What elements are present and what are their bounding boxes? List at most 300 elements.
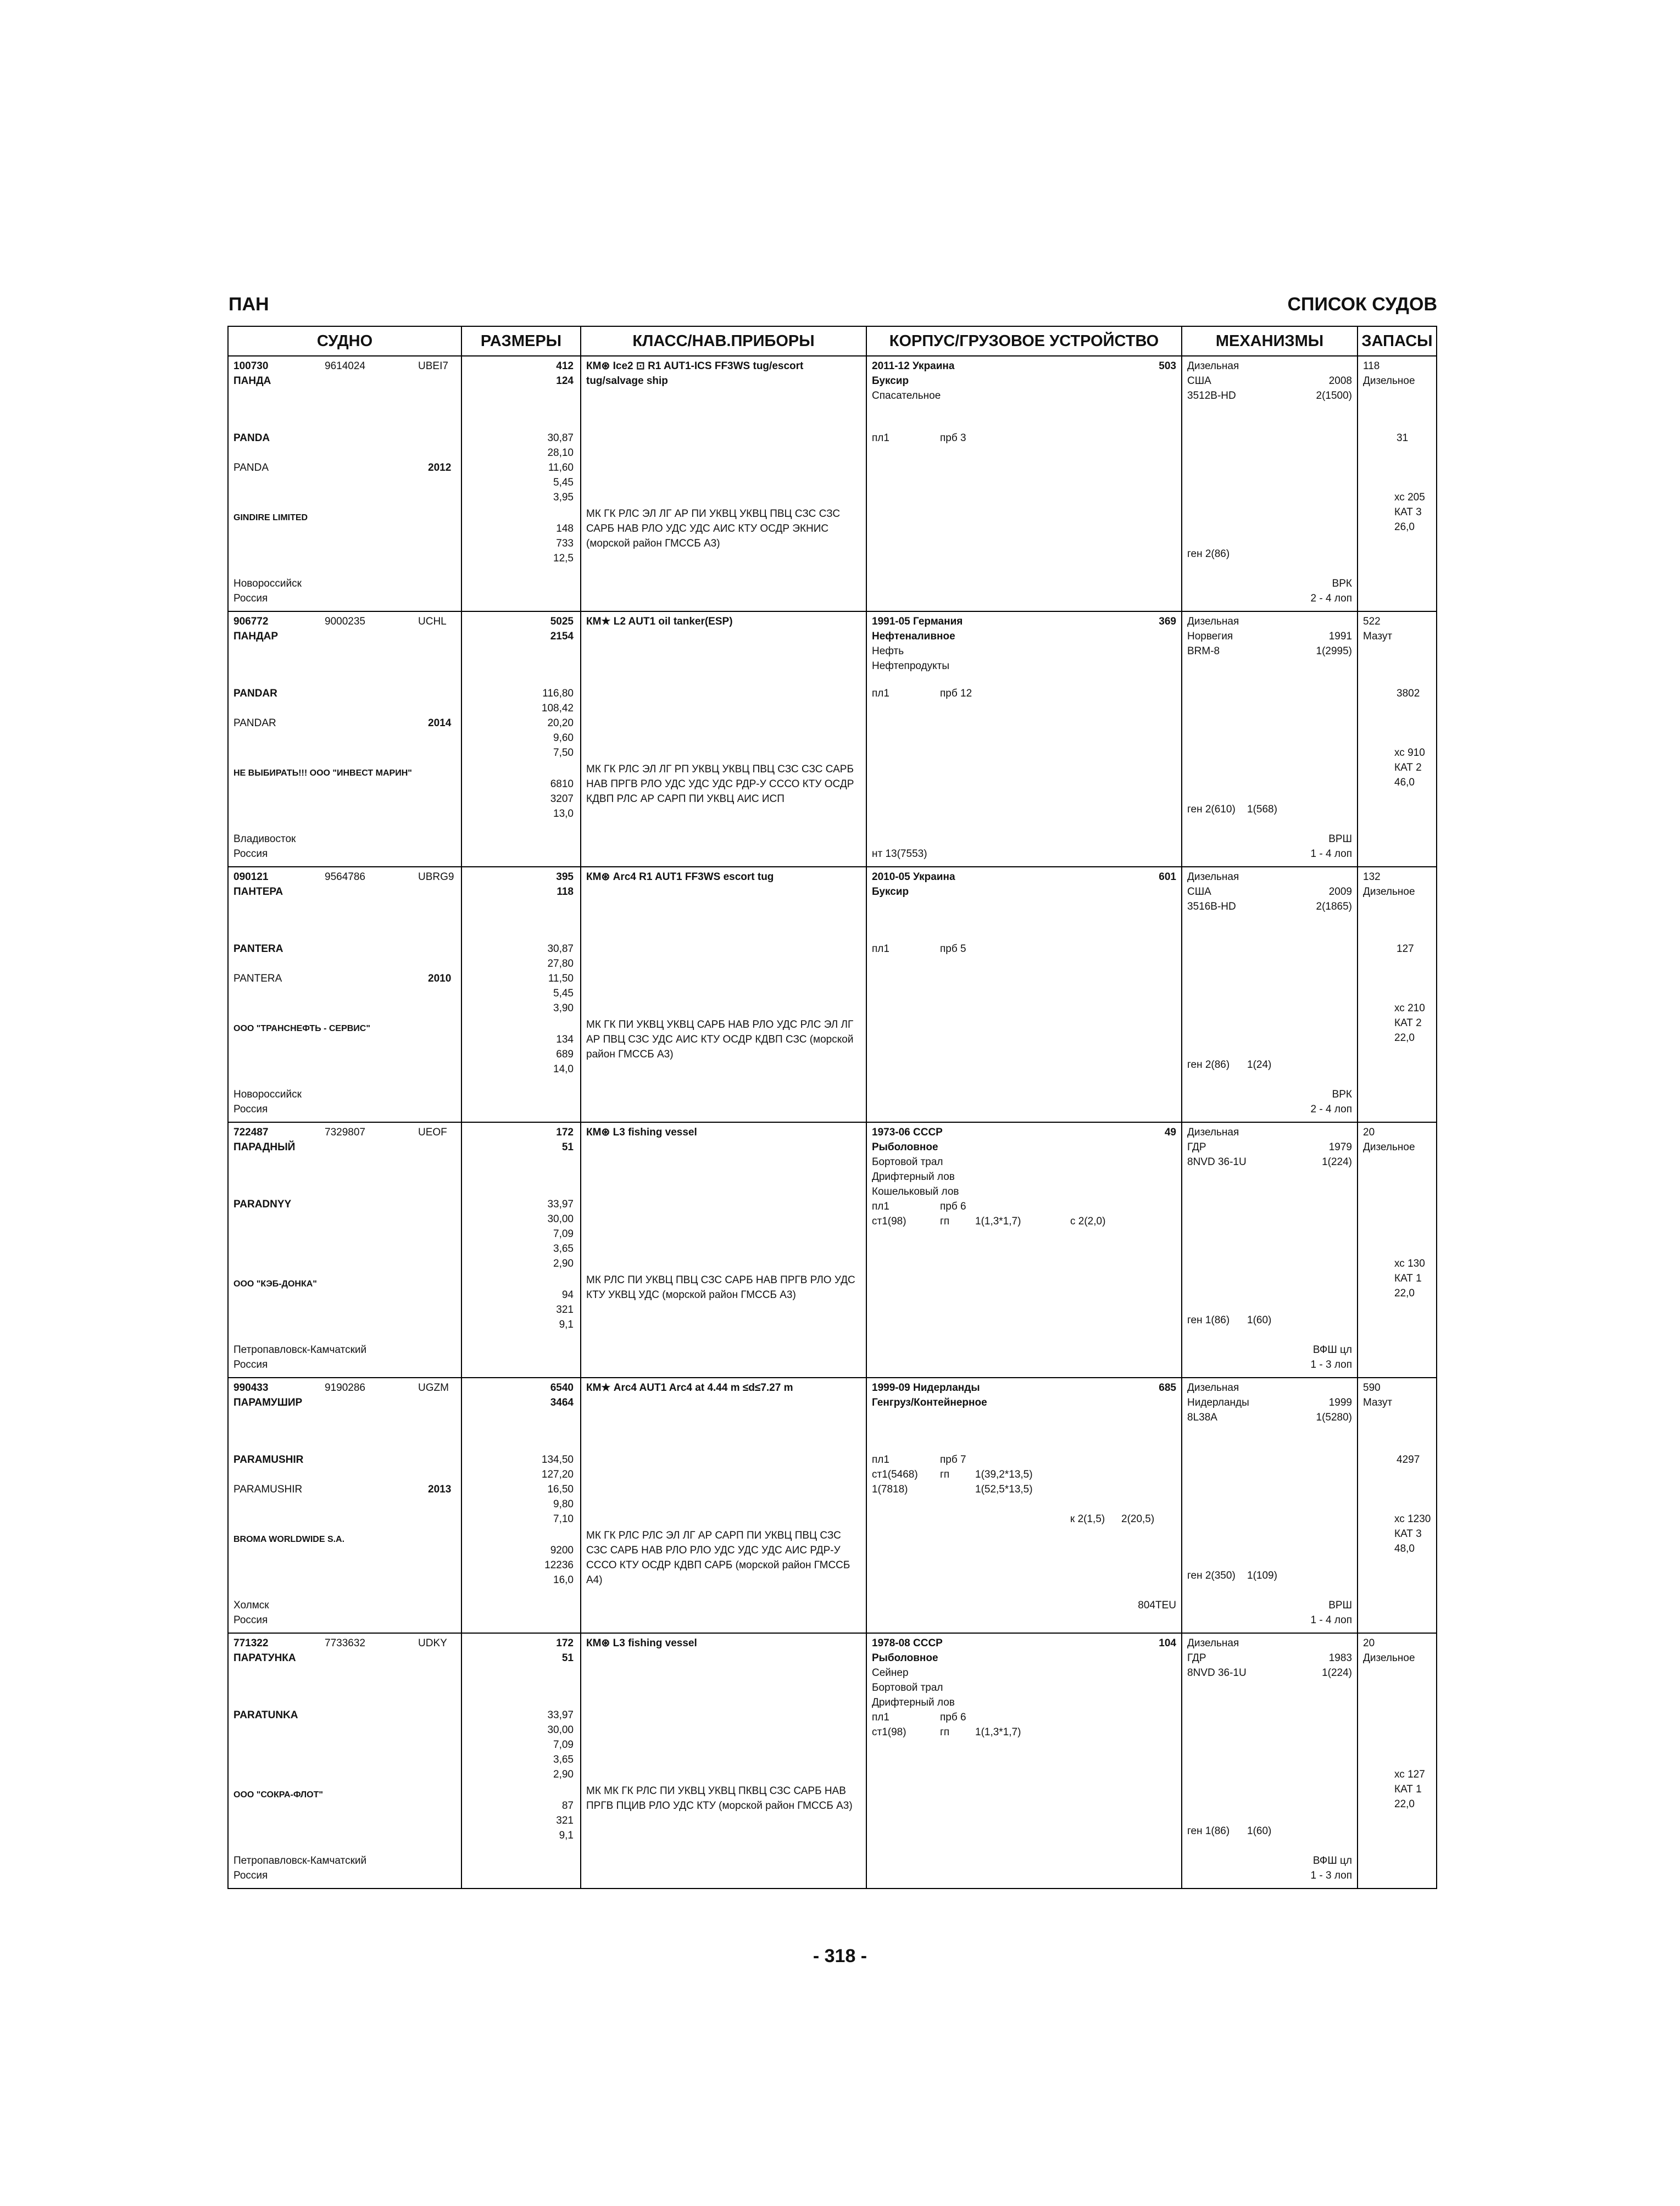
- dims-tonnage: [556, 1125, 574, 1155]
- cargo-gear-b: прб 6: [940, 1201, 966, 1212]
- fuel-capacity: 132: [1363, 871, 1381, 883]
- dims-capacity-value: 321: [556, 1815, 574, 1826]
- navigation-equipment: МК ГК РЛС ЭЛ ЛГ АР ПИ УКВЦ УКВЦ ПВЦ СЗС СЗС САРБ НАВ РЛО УДС УДС АИС КТУ ОСДР ЭКНИС (морской район ГМССБ А3): [586, 508, 841, 549]
- ship-cell: [228, 611, 461, 867]
- class-cell-inner: [581, 356, 866, 611]
- dims-main-value: 2,90: [553, 1258, 574, 1269]
- dims-tonnage-value: 172: [556, 1637, 574, 1649]
- ship-cell: [228, 867, 461, 1122]
- fuel-capacity: 20: [1363, 1637, 1375, 1649]
- class-cell-inner: [581, 1634, 866, 1888]
- vessel-purpose: Кошельковый лов: [872, 1186, 959, 1197]
- machinery-cell: [1182, 867, 1358, 1122]
- ship-cell: [228, 1122, 461, 1378]
- class-cell-inner: [581, 612, 866, 866]
- propeller-blades: 2 - 4 лоп: [1310, 593, 1352, 604]
- call-sign: UCHL: [418, 616, 447, 627]
- dims-main-value: 30,87: [547, 943, 574, 955]
- refrigeration-value: хс 127: [1394, 1769, 1425, 1780]
- engine-model: 3512B-HD: [1187, 390, 1236, 402]
- vessel-purpose: Бортовой трал: [872, 1682, 943, 1694]
- imo-number: 9000235: [325, 616, 365, 627]
- fuel-type: Дизельное: [1363, 1652, 1415, 1664]
- vessel-type: Буксир: [872, 886, 909, 898]
- ship-name-ru: ПАНДА: [233, 375, 271, 387]
- cargo-gear-b: гп: [940, 1469, 950, 1480]
- home-port: Петропавловск-Камчатский: [233, 1855, 367, 1867]
- call-sign: UBEI7: [418, 360, 448, 372]
- hull-cell: [866, 1378, 1182, 1633]
- fuel-type: Дизельное: [1363, 886, 1415, 898]
- column-header-ship: СУДНО: [228, 326, 461, 356]
- cargo-gear-b: гп: [940, 1216, 950, 1227]
- dims-capacity-value: 689: [556, 1049, 574, 1060]
- navigation-equipment: МК ГК РЛС РЛС ЭЛ ЛГ АР САРП ПИ УКВЦ ПВЦ СЗС СЗС САРБ НАВ РЛО РЛО УДС УДС УДС АИС РДР-У СССО КТУ ОСДР КДВП САРБ (морской район ГМССБ А4): [586, 1530, 850, 1586]
- dims-main-value: 127,20: [541, 1469, 574, 1480]
- reg-number: 771322: [233, 1637, 269, 1649]
- dimensions-cell-inner: [462, 1123, 580, 1377]
- ship-cell-inner: [229, 612, 461, 866]
- dims-main-value: 108,42: [541, 703, 574, 714]
- class-notation: КМ⊛ Ice2 ⊡ R1 AUT1-ICS FF3WS tug/escort tug/salvage ship: [586, 360, 804, 387]
- vessel-purpose: Спасательное: [872, 390, 941, 402]
- machinery-cell: [1182, 356, 1358, 611]
- dimensions-cell-inner: [462, 1378, 580, 1633]
- ship-entry: [228, 1122, 1437, 1378]
- supplies-cell-inner: [1358, 1378, 1436, 1633]
- water-capacity: 31: [1397, 432, 1409, 444]
- reg-number: 906772: [233, 616, 269, 627]
- dims-main-value: 30,00: [547, 1213, 574, 1225]
- vessel-purpose: Дрифтерный лов: [872, 1697, 955, 1708]
- ship-name-en: PANTERA: [233, 943, 283, 955]
- supplies-cell-inner: [1358, 1634, 1436, 1888]
- class-notation: КМ⊛ Arc4 R1 AUT1 FF3WS escort tug: [586, 871, 774, 883]
- build-year-country: 1991-05 Германия: [872, 616, 963, 627]
- refrigeration-value: КАТ 2: [1394, 1017, 1422, 1029]
- cargo-gear-b: прб 7: [940, 1454, 966, 1466]
- cargo-cranes: к 2(1,5): [1070, 1513, 1105, 1525]
- generators: ген 2(86): [1187, 1059, 1230, 1071]
- refrigeration-value: хс 1230: [1394, 1513, 1431, 1525]
- hull-cell: [866, 611, 1182, 867]
- propeller: ВРК: [1332, 578, 1352, 589]
- build-year-country: 1973-06 СССР: [872, 1127, 943, 1138]
- dims-tonnage-value: 124: [556, 375, 574, 387]
- gross-tonnage: 49: [1164, 1127, 1176, 1138]
- fuel-capacity: 522: [1363, 616, 1381, 627]
- vessel-type: Генгруз/Контейнерное: [872, 1397, 987, 1408]
- owner-name: ООО "СОКРА-ФЛОТ": [233, 1790, 323, 1800]
- fuel-type: Мазут: [1363, 1397, 1393, 1408]
- engine-country: Норвегия: [1187, 631, 1233, 642]
- class-cell: [581, 1122, 866, 1378]
- refrigeration-info: [1394, 1512, 1431, 1556]
- supplies-cell-inner: [1358, 356, 1436, 611]
- class-cell: [581, 611, 866, 867]
- dims-capacity-value: 12236: [544, 1559, 574, 1571]
- vessel-purpose: Бортовой трал: [872, 1156, 943, 1168]
- ship-name-ru: ПАРАТУНКА: [233, 1652, 296, 1664]
- build-year-country: 1978-08 СССР: [872, 1637, 943, 1649]
- engine-year: 1999: [1328, 1397, 1352, 1408]
- refrigeration-info: [1394, 1001, 1425, 1045]
- supplies-cell: [1358, 611, 1437, 867]
- dims-main-value: 30,00: [547, 1724, 574, 1736]
- refrigeration-info: [1394, 1256, 1425, 1301]
- ship-cell: [228, 1633, 461, 1889]
- rename-year: 2013: [428, 1484, 452, 1495]
- dims-tonnage: [550, 614, 574, 644]
- refrigeration-value: КАТ 2: [1394, 762, 1422, 773]
- fuel-capacity: 118: [1363, 360, 1380, 372]
- build-year-country: 1999-09 Нидерланды: [872, 1382, 980, 1394]
- machinery-cell-inner: [1182, 1634, 1357, 1888]
- machinery-cell-inner: [1182, 1123, 1357, 1377]
- cargo-gear-b: прб 3: [940, 432, 966, 444]
- dimensions-cell-inner: [462, 612, 580, 866]
- ship-register-table: [227, 326, 1437, 1889]
- dims-main: [542, 686, 574, 760]
- column-header-machinery: МЕХАНИЗМЫ: [1182, 326, 1358, 356]
- dims-main-value: 11,50: [548, 973, 574, 984]
- call-sign: UEOF: [418, 1127, 447, 1138]
- hull-cell: [866, 356, 1182, 611]
- ship-name-en: PARATUNKA: [233, 1709, 298, 1721]
- hull-footnote: нт 13(7553): [872, 848, 927, 860]
- dims-tonnage-value: 51: [561, 1141, 574, 1153]
- reg-number: 990433: [233, 1382, 269, 1394]
- dims-main-value: 7,50: [553, 747, 574, 759]
- supplies-cell-inner: [1358, 1123, 1436, 1377]
- cargo-gear-a: пл1: [872, 1201, 889, 1212]
- supplies-cell: [1358, 356, 1437, 611]
- dims-tonnage-value: 2154: [550, 631, 574, 642]
- vessel-type: Буксир: [872, 375, 909, 387]
- propeller-blades: 1 - 4 лоп: [1310, 1614, 1352, 1626]
- dims-main-value: 16,50: [547, 1484, 574, 1495]
- dims-capacity-value: 87: [561, 1800, 574, 1812]
- dims-main-value: 7,09: [553, 1739, 574, 1751]
- ship-name-en: PARAMUSHIR: [233, 1454, 304, 1466]
- water-capacity: 127: [1397, 943, 1414, 955]
- home-port: Петропавловск-Камчатский: [233, 1344, 367, 1356]
- propeller: ВРК: [1332, 1089, 1352, 1100]
- imo-number: 9190286: [325, 1382, 365, 1394]
- refrigeration-value: 48,0: [1394, 1543, 1415, 1555]
- dims-tonnage-value: 395: [556, 871, 574, 883]
- refrigeration-value: 22,0: [1394, 1798, 1415, 1810]
- dims-tonnage-value: 5025: [550, 616, 574, 627]
- refrigeration-value: хс 130: [1394, 1258, 1425, 1269]
- column-header-supplies: ЗАПАСЫ: [1358, 326, 1437, 356]
- supplies-cell: [1358, 867, 1437, 1122]
- navigation-equipment: МК ГК РЛС ЭЛ ЛГ РП УКВЦ УКВЦ ПВЦ СЗС СЗС САРБ НАВ ПРГВ РЛО УДС УДС УДС РДР-У СССО КТУ ОСДР КДВП РЛС АР САРП ПИ УКВЦ АИС ИСП: [586, 764, 854, 805]
- refrigeration-value: хс 210: [1394, 1002, 1425, 1014]
- dimensions-cell: [461, 1378, 581, 1633]
- ship-name-en: PARADNYY: [233, 1199, 292, 1210]
- navigation-equipment: МК РЛС ПИ УКВЦ ПВЦ СЗС САРБ НАВ ПРГВ РЛО УДС КТУ УКВЦ УДС (морской район ГМССБ А3): [586, 1274, 855, 1301]
- dims-capacity: [553, 1032, 574, 1077]
- home-port: Новороссийск: [233, 1089, 302, 1100]
- dimensions-cell-inner: [462, 356, 580, 611]
- cargo-cranes-capacity: 2(20,5): [1121, 1513, 1155, 1525]
- dims-main-value: 3,65: [553, 1754, 574, 1765]
- engine-power: 1(5280): [1316, 1412, 1352, 1423]
- dims-main-value: 30,87: [547, 432, 574, 444]
- vessel-purpose: Нефтепродукты: [872, 660, 950, 672]
- dims-capacity-value: 13,0: [553, 808, 574, 820]
- class-cell: [581, 1378, 866, 1633]
- cargo-gear-a: пл1: [872, 1712, 889, 1723]
- class-cell-inner: [581, 1123, 866, 1377]
- machinery-cell: [1182, 1633, 1358, 1889]
- water-capacity: 3802: [1397, 688, 1420, 699]
- supplies-cell: [1358, 1122, 1437, 1378]
- hull-cell-inner: [867, 867, 1181, 1122]
- dims-capacity-value: 12,5: [553, 553, 574, 564]
- dimensions-cell-inner: [462, 867, 580, 1122]
- fuel-capacity: 20: [1363, 1127, 1375, 1138]
- gross-tonnage: 503: [1159, 360, 1176, 372]
- dims-main-value: 9,80: [553, 1498, 574, 1510]
- refrigeration-value: КАТ 3: [1394, 506, 1422, 518]
- generators: ген 2(86): [1187, 548, 1230, 560]
- cargo-gear-c: 1(1,3*1,7): [975, 1216, 1021, 1227]
- column-header-row: [228, 326, 1437, 356]
- class-cell: [581, 1633, 866, 1889]
- generators-aux: 1(568): [1247, 804, 1277, 815]
- build-year-country: 2010-05 Украина: [872, 871, 955, 883]
- dims-capacity: [556, 1288, 574, 1332]
- dims-tonnage-value: 172: [556, 1127, 574, 1138]
- engine-type: Дизельная: [1187, 1637, 1239, 1649]
- dims-main-value: 28,10: [547, 447, 574, 459]
- vessel-purpose: Сейнер: [872, 1667, 909, 1679]
- dims-main-value: 11,60: [548, 462, 574, 473]
- flag-country: Россия: [233, 1870, 268, 1881]
- dims-main: [547, 942, 574, 1016]
- hull-cell-inner: [867, 1634, 1181, 1888]
- ship-cell-inner: [229, 867, 461, 1122]
- dims-tonnage: [556, 359, 574, 388]
- engine-year: 1979: [1328, 1141, 1352, 1153]
- vessel-purpose: Нефть: [872, 645, 904, 657]
- rename-year: 2012: [428, 462, 452, 473]
- call-sign: UDKY: [418, 1637, 447, 1649]
- dims-capacity: [556, 1798, 574, 1843]
- dimensions-cell-inner: [462, 1634, 580, 1888]
- dimensions-cell: [461, 1633, 581, 1889]
- engine-power: 2(1865): [1316, 901, 1352, 912]
- cargo-gear-b: гп: [940, 1726, 950, 1738]
- generators-aux: 1(60): [1247, 1314, 1272, 1326]
- generators-aux: 1(60): [1247, 1825, 1272, 1837]
- former-name: PANDA: [233, 462, 269, 473]
- refrigeration-value: 46,0: [1394, 777, 1415, 788]
- ship-name-en: PANDA: [233, 432, 270, 444]
- fuel-type: Мазут: [1363, 631, 1393, 642]
- ship-entry: [228, 1633, 1437, 1889]
- former-name: PANDAR: [233, 717, 276, 729]
- build-year-country: 2011-12 Украина: [872, 360, 955, 372]
- dims-main-value: 9,60: [553, 732, 574, 744]
- column-header-class: КЛАСС/НАВ.ПРИБОРЫ: [581, 326, 866, 356]
- engine-country: ГДР: [1187, 1141, 1206, 1153]
- cargo-gear-a: пл1: [872, 432, 889, 444]
- dims-capacity-value: 94: [561, 1289, 574, 1301]
- propeller-blades: 2 - 4 лоп: [1310, 1104, 1352, 1115]
- navigation-equipment: МК ГК ПИ УКВЦ УКВЦ САРБ НАВ РЛО УДС РЛС ЭЛ ЛГ АР ПВЦ СЗС УДС АИС КТУ ОСДР КДВП СЗС (морской район ГМССБ А3): [586, 1019, 854, 1060]
- hull-footnote: 804TEU: [1138, 1600, 1176, 1611]
- cargo-gear-c: 1(39,2*13,5): [975, 1469, 1033, 1480]
- engine-year: 2008: [1328, 375, 1352, 387]
- dims-tonnage-value: 3464: [550, 1397, 574, 1408]
- engine-country: ГДР: [1187, 1652, 1206, 1664]
- class-notation: КМ★ L2 AUT1 oil tanker(ESP): [586, 616, 733, 627]
- cargo-gear-b: прб 5: [940, 943, 966, 955]
- generators: ген 2(610): [1187, 804, 1236, 815]
- imo-number: 7733632: [325, 1637, 365, 1649]
- dims-tonnage-value: 412: [556, 360, 574, 372]
- cargo-cranes: с 2(2,0): [1070, 1216, 1106, 1227]
- ship-cell-inner: [229, 1634, 461, 1888]
- engine-model: 8L38A: [1187, 1412, 1217, 1423]
- refrigeration-value: КАТ 3: [1394, 1528, 1422, 1540]
- dims-main-value: 20,20: [547, 717, 574, 729]
- class-cell-inner: [581, 867, 866, 1122]
- machinery-cell: [1182, 1122, 1358, 1378]
- dims-capacity-value: 14,0: [553, 1063, 574, 1075]
- dims-capacity-value: 321: [556, 1304, 574, 1316]
- ship-cell-inner: [229, 1378, 461, 1633]
- ship-name-ru: ПАНТЕРА: [233, 886, 283, 898]
- refrigeration-value: 22,0: [1394, 1288, 1415, 1299]
- ship-cell: [228, 356, 461, 611]
- vessel-purpose: Дрифтерный лов: [872, 1171, 955, 1183]
- fuel-type: Дизельное: [1363, 375, 1415, 387]
- dims-tonnage: [550, 1380, 574, 1410]
- dims-capacity-value: 9,1: [559, 1830, 574, 1841]
- refrigeration-info: [1394, 1767, 1425, 1812]
- home-port: Владивосток: [233, 833, 296, 845]
- machinery-cell-inner: [1182, 867, 1357, 1122]
- call-sign: UBRG9: [418, 871, 454, 883]
- flag-country: Россия: [233, 848, 268, 860]
- class-notation: КМ⊛ L3 fishing vessel: [586, 1637, 697, 1649]
- supplies-cell: [1358, 1633, 1437, 1889]
- engine-year: 1983: [1328, 1652, 1352, 1664]
- dims-tonnage-value: 51: [561, 1652, 574, 1664]
- dims-main-value: 5,45: [553, 477, 574, 488]
- engine-type: Дизельная: [1187, 616, 1239, 627]
- hull-cell: [866, 867, 1182, 1122]
- machinery-cell: [1182, 611, 1358, 867]
- engine-year: 1991: [1328, 631, 1352, 642]
- cargo-gear-a: пл1: [872, 688, 889, 699]
- dims-capacity: [544, 1543, 574, 1587]
- hull-cell: [866, 1633, 1182, 1889]
- dims-main: [542, 1452, 574, 1527]
- cargo-gear-b: прб 6: [940, 1712, 966, 1723]
- water-capacity: 4297: [1397, 1454, 1420, 1466]
- dims-tonnage: [556, 1636, 574, 1665]
- machinery-cell-inner: [1182, 356, 1357, 611]
- dims-capacity-value: 3207: [550, 793, 574, 805]
- propeller: ВФШ цл: [1312, 1344, 1352, 1356]
- hull-cell-inner: [867, 612, 1181, 866]
- dims-tonnage-value: 118: [557, 886, 574, 898]
- hull-cell: [866, 1122, 1182, 1378]
- imo-number: 7329807: [325, 1127, 365, 1138]
- dims-capacity-value: 6810: [550, 778, 574, 790]
- propeller: ВРШ: [1328, 1600, 1352, 1611]
- ship-entry: [228, 1378, 1437, 1633]
- imo-number: 9614024: [325, 360, 365, 372]
- reg-number: 722487: [233, 1127, 269, 1138]
- flag-country: Россия: [233, 1614, 268, 1626]
- rename-year: 2014: [428, 717, 452, 729]
- class-notation: КМ⊛ L3 fishing vessel: [586, 1127, 697, 1138]
- engine-power: 1(2995): [1316, 645, 1352, 657]
- dims-main-value: 33,97: [547, 1709, 574, 1721]
- cargo-gear-c: 1(1,3*1,7): [975, 1726, 1021, 1738]
- dims-capacity-value: 16,0: [553, 1574, 574, 1586]
- dims-main-value: 27,80: [547, 958, 574, 970]
- vessel-type: Рыболовное: [872, 1652, 938, 1664]
- refrigeration-value: 22,0: [1394, 1032, 1415, 1044]
- ship-name-ru: ПАРАДНЫЙ: [233, 1141, 296, 1153]
- owner-name: ООО "КЭБ-ДОНКА": [233, 1279, 317, 1289]
- ship-cell-inner: [229, 1123, 461, 1377]
- dims-main-value: 3,90: [553, 1002, 574, 1014]
- class-cell: [581, 356, 866, 611]
- generators: ген 2(350): [1187, 1570, 1236, 1581]
- refrigeration-value: 26,0: [1394, 521, 1415, 533]
- page-title: СПИСОК СУДОВ: [1287, 294, 1437, 315]
- engine-country: Нидерланды: [1187, 1397, 1249, 1408]
- propeller: ВРШ: [1328, 833, 1352, 845]
- dims-tonnage: [556, 870, 574, 899]
- dims-capacity-value: 9,1: [559, 1319, 574, 1330]
- dims-main-value: 2,90: [553, 1769, 574, 1780]
- dimensions-cell: [461, 611, 581, 867]
- engine-power: 1(224): [1322, 1156, 1352, 1168]
- hull-cell-inner: [867, 1123, 1181, 1377]
- supplies-cell: [1358, 1378, 1437, 1633]
- machinery-cell: [1182, 1378, 1358, 1633]
- engine-year: 2009: [1328, 886, 1352, 898]
- vessel-type: Нефтеналивное: [872, 631, 955, 642]
- hull-cell-inner: [867, 1378, 1181, 1633]
- engine-type: Дизельная: [1187, 1382, 1239, 1394]
- dimensions-cell: [461, 1122, 581, 1378]
- dims-capacity-value: 733: [556, 538, 574, 549]
- reg-number: 090121: [233, 871, 269, 883]
- dims-main-value: 3,95: [553, 492, 574, 503]
- cargo-gear-a: ст1(5468): [872, 1469, 918, 1480]
- former-name: PANTERA: [233, 973, 282, 984]
- refrigeration-value: хс 205: [1394, 492, 1425, 503]
- hull-cell-inner: [867, 356, 1181, 611]
- propeller-blades: 1 - 3 лоп: [1310, 1359, 1352, 1371]
- propeller-blades: 1 - 3 лоп: [1310, 1870, 1352, 1881]
- class-notation: КМ★ Arc4 AUT1 Arc4 at 4.44 m ≤d≤7.27 m: [586, 1382, 793, 1394]
- home-port: Холмск: [233, 1600, 269, 1611]
- machinery-cell-inner: [1182, 1378, 1357, 1633]
- ship-name-ru: ПАРАМУШИР: [233, 1397, 303, 1408]
- generators-aux: 1(109): [1247, 1570, 1277, 1581]
